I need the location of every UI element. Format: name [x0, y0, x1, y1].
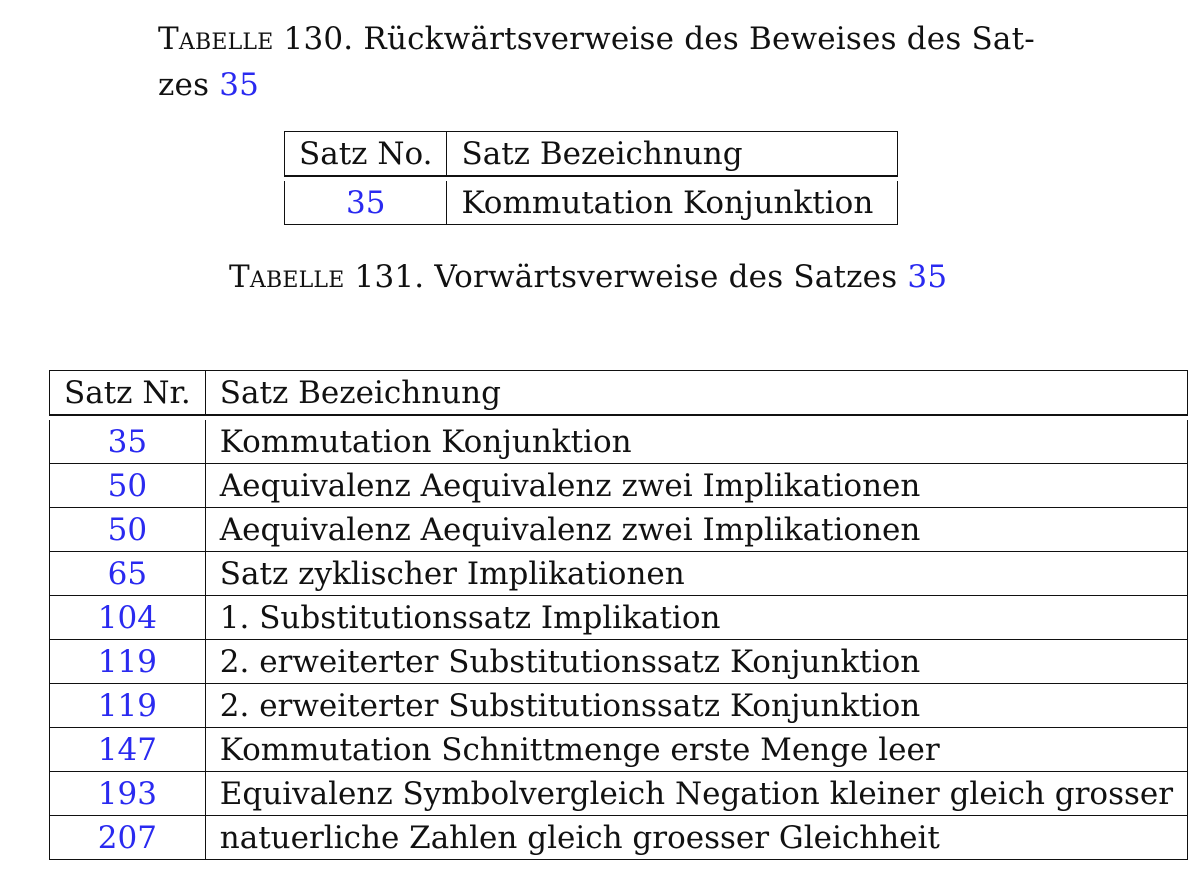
row-number-link[interactable]: 119 [49, 640, 206, 684]
table-131-caption-link[interactable]: 35 [907, 259, 948, 295]
table-130-title-line2: zes [158, 67, 220, 103]
column-header-number: Satz No. [284, 131, 447, 176]
table-130-caption [158, 16, 1038, 108]
table-131-title: Vorwärtsverweise des Satzes [424, 259, 908, 295]
table-row [284, 181, 898, 225]
table-row [49, 508, 1188, 552]
table-header-row [284, 131, 898, 176]
row-name: Kommutation Schnittmenge erste Menge leer [206, 728, 1188, 772]
table-130 [284, 131, 898, 225]
row-name: 1. Substitutionssatz Implikation [206, 596, 1188, 640]
table-row [49, 772, 1188, 816]
row-name: Equivalenz Symbolvergleich Negation kleiner gleich grosser [206, 772, 1188, 816]
table-130-label: Tabelle 130. [158, 21, 354, 57]
table-row [49, 816, 1188, 860]
row-number-link[interactable]: 104 [49, 596, 206, 640]
table-header-row [49, 370, 1188, 415]
table-row [49, 684, 1188, 728]
table-row [49, 552, 1188, 596]
row-number-link[interactable]: 35 [284, 181, 447, 225]
row-name: Kommutation Konjunktion [206, 420, 1188, 464]
table-131-caption [229, 254, 989, 300]
row-number-link[interactable]: 50 [49, 464, 206, 508]
table-row [49, 596, 1188, 640]
row-name: Kommutation Konjunktion [447, 181, 898, 225]
table-130-title-line1: Rückwärtsverweise des Beweises des Sat- [353, 21, 1035, 57]
table-row [49, 464, 1188, 508]
row-name: 2. erweiterter Substitutionssatz Konjunktion [206, 640, 1188, 684]
column-header-name: Satz Bezeichnung [447, 131, 898, 176]
table-131-label: Tabelle 131. [229, 259, 425, 295]
row-name: 2. erweiterter Substitutionssatz Konjunktion [206, 684, 1188, 728]
row-name: Satz zyklischer Implikationen [206, 552, 1188, 596]
row-number-link[interactable]: 119 [49, 684, 206, 728]
row-number-link[interactable]: 207 [49, 816, 206, 860]
row-number-link[interactable]: 35 [49, 420, 206, 464]
table-130-caption-link[interactable]: 35 [219, 67, 260, 103]
table-row [49, 728, 1188, 772]
column-header-number: Satz Nr. [49, 370, 206, 415]
row-name: natuerliche Zahlen gleich groesser Gleichheit [206, 816, 1188, 860]
row-name: Aequivalenz Aequivalenz zwei Implikationen [206, 464, 1188, 508]
table-row [49, 640, 1188, 684]
table-row [49, 420, 1188, 464]
row-number-link[interactable]: 147 [49, 728, 206, 772]
row-number-link[interactable]: 50 [49, 508, 206, 552]
row-number-link[interactable]: 65 [49, 552, 206, 596]
row-number-link[interactable]: 193 [49, 772, 206, 816]
row-name: Aequivalenz Aequivalenz zwei Implikationen [206, 508, 1188, 552]
table-131 [49, 370, 1188, 860]
column-header-name: Satz Bezeichnung [206, 370, 1188, 415]
